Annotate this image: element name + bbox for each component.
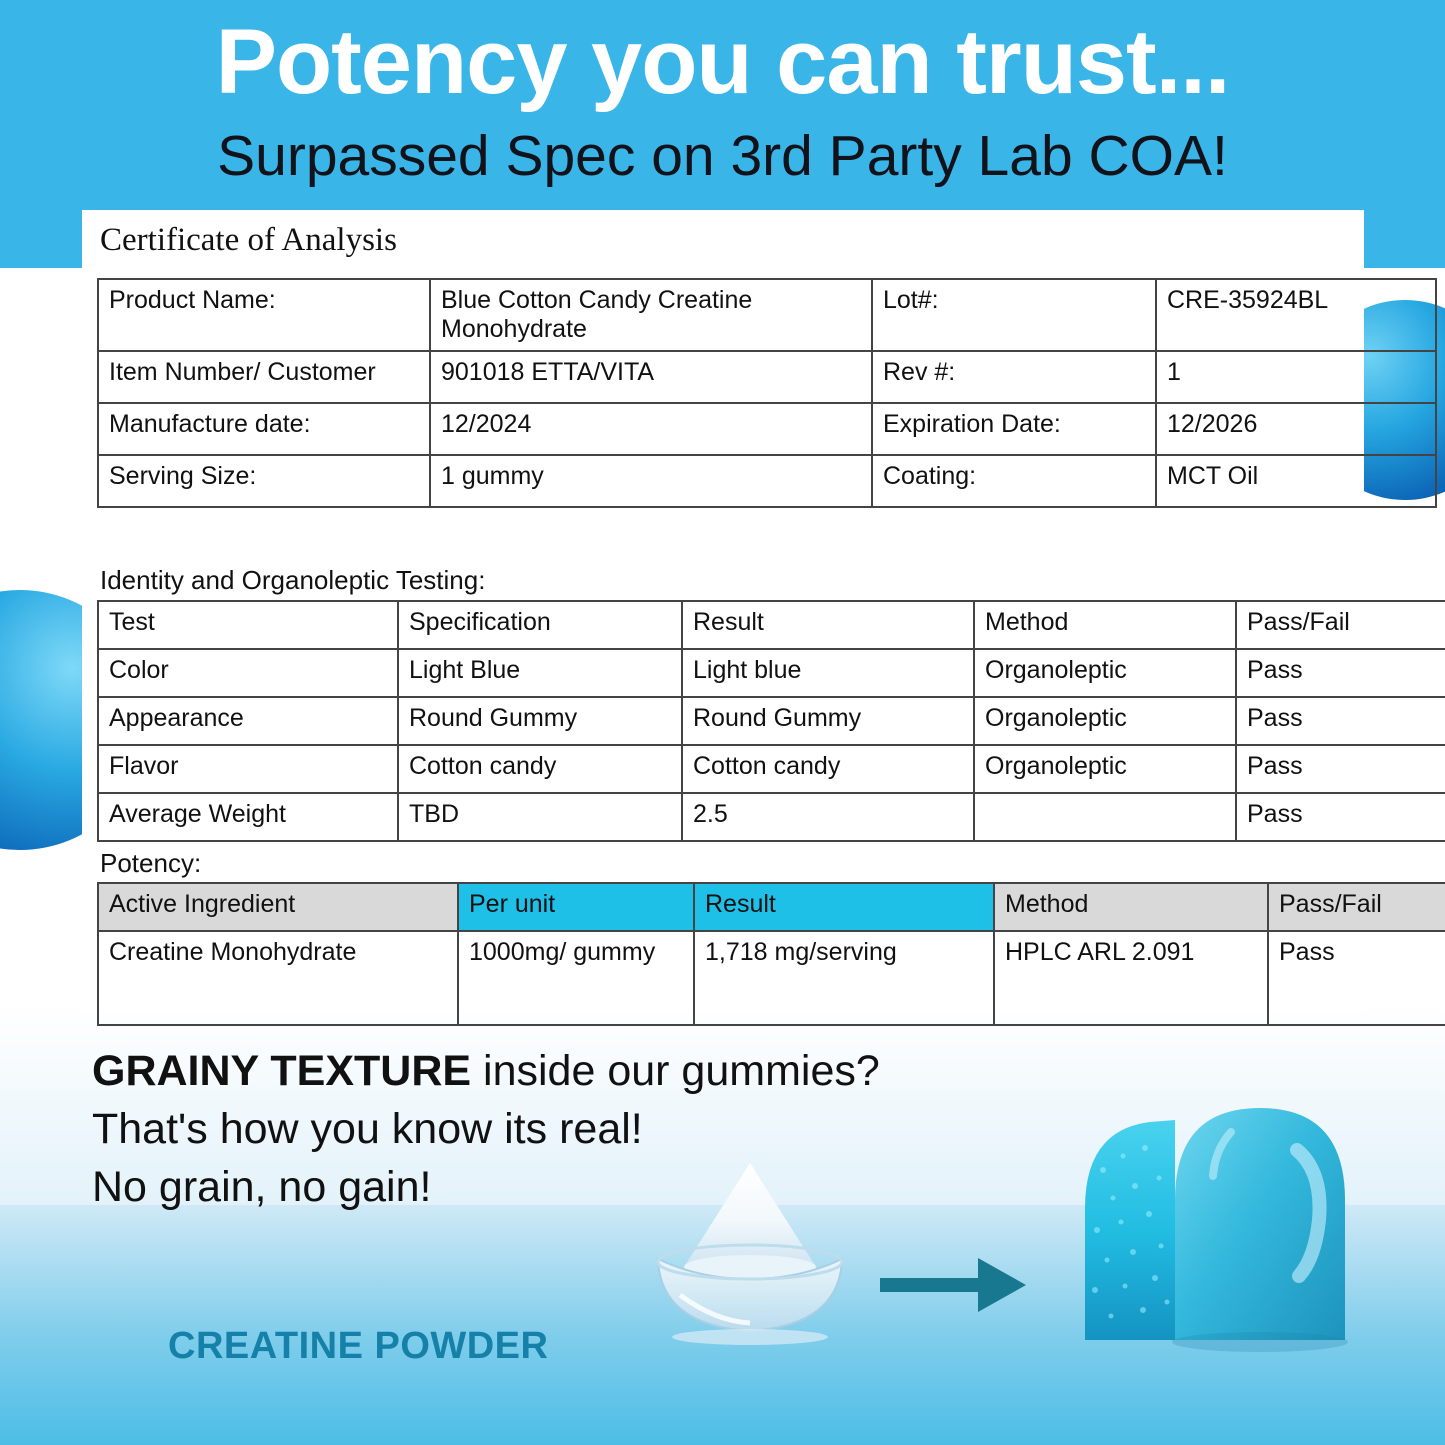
powder-bowl-icon [620,1155,880,1355]
table-row [98,403,1436,455]
identity-header-test: Test [98,601,398,649]
identity-cell: Round Gummy [682,697,974,745]
powder-bowl-illustration [620,1155,880,1355]
coa-info-table [97,278,1437,508]
table-row [98,279,1436,351]
info-label-product-name: Product Name: [98,279,430,351]
identity-testing-table [97,600,1445,842]
table-row [98,745,1445,793]
arrow-right-icon [880,1240,1030,1330]
potency-header-per-unit: Per unit [458,883,694,931]
identity-header-method: Method [974,601,1236,649]
info-value-coating: MCT Oil [1156,455,1436,507]
potency-table [97,882,1445,1026]
potency-header-active-ingredient: Active Ingredient [98,883,458,931]
identity-cell: Round Gummy [398,697,682,745]
identity-header-passfail: Pass/Fail [1236,601,1445,649]
creatine-powder-label: CREATINE POWDER [168,1325,549,1367]
identity-cell: Appearance [98,697,398,745]
table-header-row [98,601,1445,649]
potency-header-passfail: Pass/Fail [1268,883,1445,931]
info-label-serving-size: Serving Size: [98,455,430,507]
potency-section-label: Potency: [100,848,202,878]
identity-cell: Pass [1236,649,1445,697]
gummy-illustration [1055,1090,1385,1370]
identity-cell: Average Weight [98,793,398,841]
identity-cell: Organoleptic [974,649,1236,697]
potency-cell-method: HPLC ARL 2.091 [994,931,1268,1025]
marketing-line-1 [92,1042,880,1100]
identity-cell: Light blue [682,649,974,697]
potency-header-result: Result [694,883,994,931]
table-row [98,455,1436,507]
identity-cell: TBD [398,793,682,841]
marketing-line-1-bold: GRAINY TEXTURE [92,1047,472,1095]
info-value-expiration-date: 12/2026 [1156,403,1436,455]
potency-cell-per-unit: 1000mg/ gummy [458,931,694,1025]
info-value-lot: CRE-35924BL [1156,279,1436,351]
info-value-manufacture-date: 12/2024 [430,403,872,455]
table-row [98,793,1445,841]
identity-cell: Color [98,649,398,697]
blue-gummy-icon [1055,1090,1385,1370]
identity-header-specification: Specification [398,601,682,649]
potency-cell-passfail: Pass [1268,931,1445,1025]
certificate-of-analysis-card [82,210,1382,1010]
info-value-serving-size: 1 gummy [430,455,872,507]
identity-section-label: Identity and Organoleptic Testing: [100,565,486,595]
banner-subtitle: Surpassed Spec on 3rd Party Lab COA! [217,124,1228,188]
table-row [98,351,1436,403]
potency-cell-ingredient: Creatine Monohydrate [98,931,458,1025]
info-label-manufacture-date: Manufacture date: [98,403,430,455]
identity-cell: Pass [1236,745,1445,793]
identity-cell: 2.5 [682,793,974,841]
table-header-row [98,883,1445,931]
identity-cell: Organoleptic [974,697,1236,745]
identity-cell: Pass [1236,793,1445,841]
identity-cell: Cotton candy [682,745,974,793]
info-value-item-number: 901018 ETTA/VITA [430,351,872,403]
identity-cell: Cotton candy [398,745,682,793]
transition-arrow [880,1240,1030,1330]
identity-cell: Organoleptic [974,745,1236,793]
info-label-lot: Lot#: [872,279,1156,351]
identity-header-result: Result [682,601,974,649]
table-row [98,931,1445,1025]
info-value-product-name: Blue Cotton Candy Creatine Monohydrate [430,279,872,351]
potency-cell-result: 1,718 mg/serving [694,931,994,1025]
identity-cell: Light Blue [398,649,682,697]
marketing-line-3: No grain, no gain! [92,1163,432,1212]
identity-cell [974,793,1236,841]
marketing-line-2: That's how you know its real! [92,1105,643,1154]
identity-cell: Pass [1236,697,1445,745]
info-value-rev: 1 [1156,351,1436,403]
table-row [98,649,1445,697]
info-label-coating: Coating: [872,455,1156,507]
banner-title: Potency you can trust... [215,11,1230,113]
identity-cell: Flavor [98,745,398,793]
info-label-rev: Rev #: [872,351,1156,403]
marketing-line-1-rest: inside our gummies? [471,1047,880,1095]
table-row [98,697,1445,745]
potency-header-method: Method [994,883,1268,931]
info-label-item-number: Item Number/ Customer [98,351,430,403]
coa-title: Certificate of Analysis [100,222,397,258]
info-label-expiration-date: Expiration Date: [872,403,1156,455]
